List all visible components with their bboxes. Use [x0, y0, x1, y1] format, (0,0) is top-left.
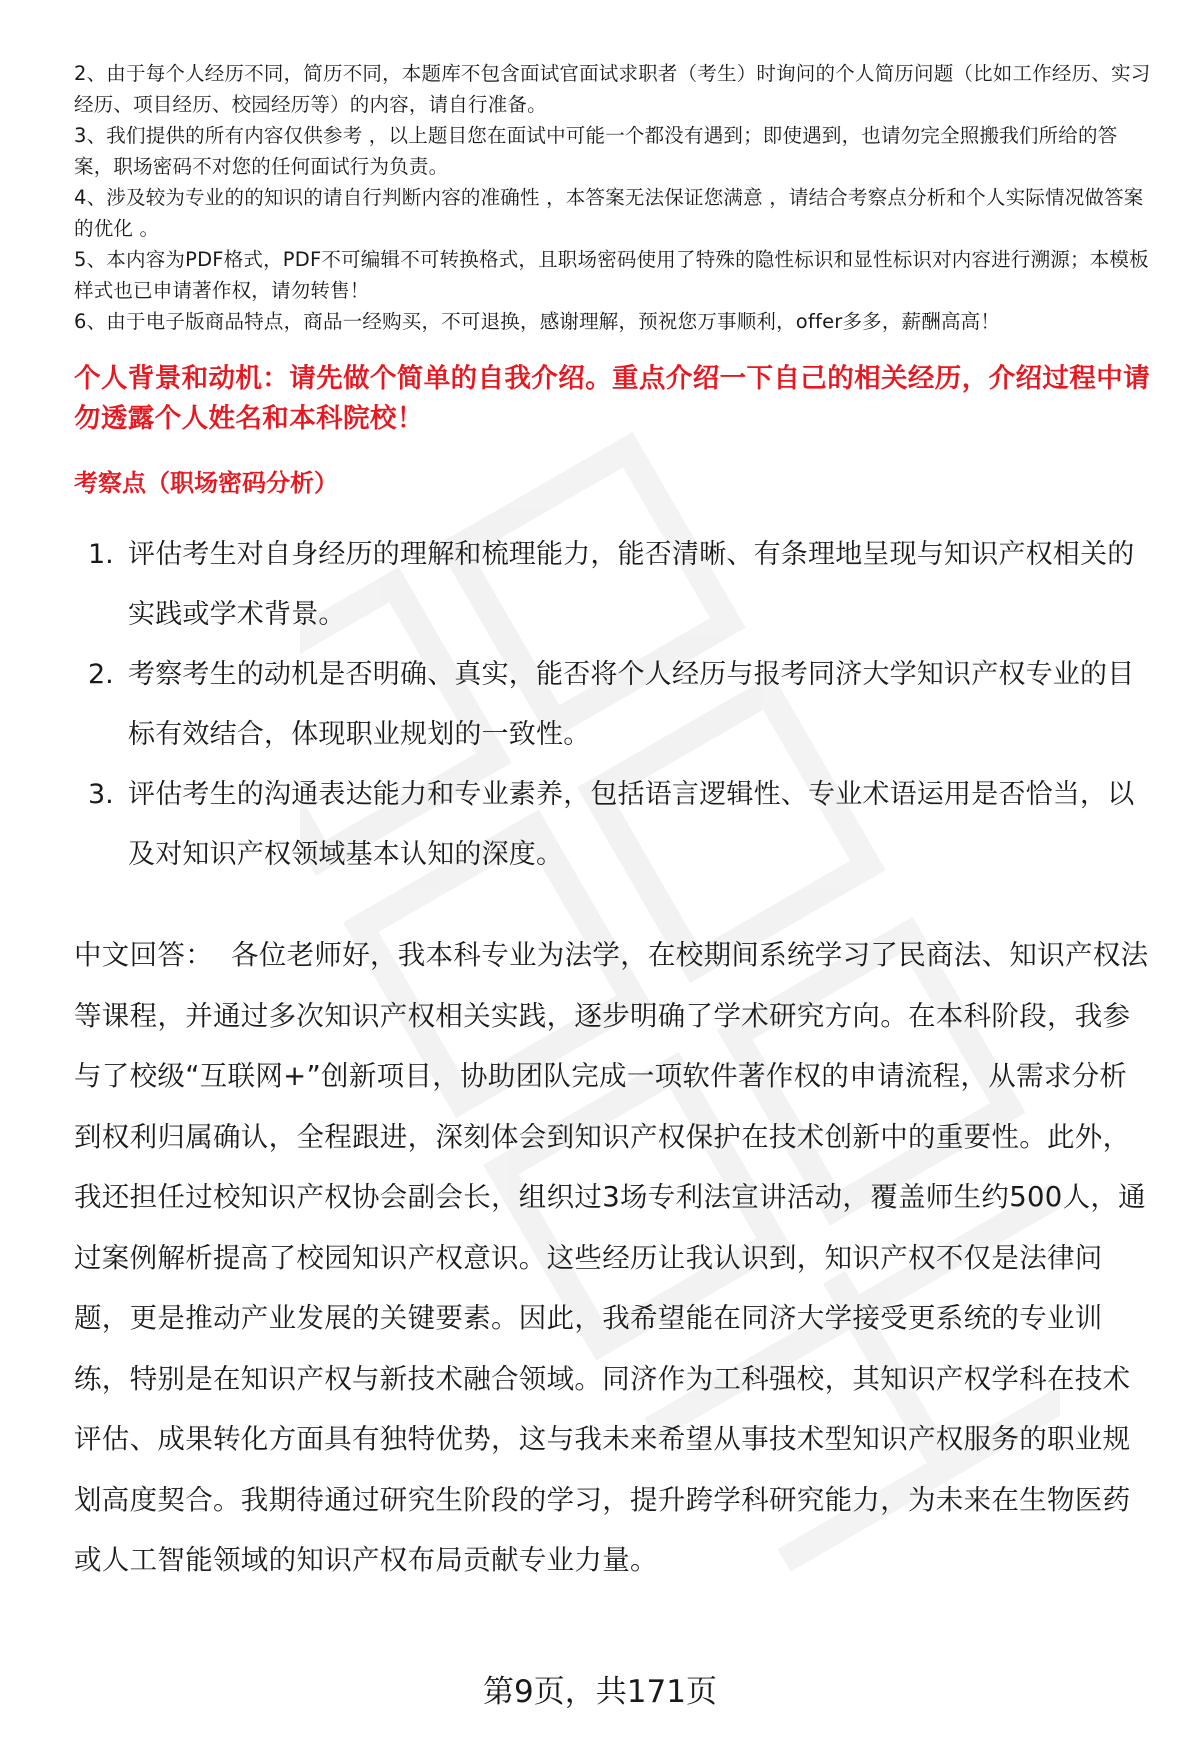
note-item: 3、我们提供的所有内容仅供参考 ，以上题目您在面试中可能一个都没有遇到；即使遇到，也请勿完全照搬我们所给的答案，职场密码不对您的任何面试行为负责。 — [74, 124, 1118, 178]
answer-paragraph — [74, 925, 1154, 1591]
list-item-text: 考察考生的动机是否明确、真实，能否将个人经历与报考同济大学知识产权专业的目标有效结合，体现职业规划的一致性。 — [128, 659, 1135, 750]
answer-label: 中文回答： — [74, 939, 213, 971]
page-footer: 第9页，共171页 — [483, 1674, 717, 1710]
answer-text: 各位老师好，我本科专业为法学，在校期间系统学习了民商法、知识产权法等课程，并通过多次知识产权相关实践，逐步明确了学术研究方向。在本科阶段，我参与了校级“互联网+”创新项目，协助团队完成一项软件著作权的申请流程，从需求分析到权利归属确认，全程跟进，深刻体会到知识产权保护在技术创新中的重要性。此外，我还担任过校知识产权协会副会长，组织过3场专利法宣讲活动，覆盖师生约500人，通过案例解析提高了校园知识产权意识。这些经历让我认识到，知识产权不仅是法律问题，更是推动产业发展的关键要素。因此，我希望能在同济大学接受更系统的专业训练，特别是在知识产权与新技术融合领域。同济作为工科强校，其知识产权学科在技术评估、成果转化方面具有独特优势，这与我未来希望从事技术型知识产权服务的职业规划高度契合。我期待通过研究生阶段的学习，提升跨学科研究能力，为未来在生物医药或人工智能领域的知识产权布局贡献专业力量。 — [74, 939, 1149, 1576]
list-item — [74, 765, 1154, 885]
note-item: 4、涉及较为专业的的知识的请自行判断内容的准确性 ，本答案无法保证您满意 ，请结合考察点分析和个人实际情况做答案的优化 。 — [74, 186, 1144, 240]
list-item-number: 1. — [88, 539, 114, 570]
assessment-points-title: 考察点（职场密码分析） — [74, 469, 338, 497]
list-item-number: 3. — [88, 779, 114, 810]
list-item-text: 评估考生的沟通表达能力和专业素养，包括语言逻辑性、专业术语运用是否恰当，以及对知识产权领域基本认知的深度。 — [128, 779, 1135, 870]
note-item: 5、本内容为PDF格式，PDF不可编辑不可转换格式，且职场密码使用了特殊的隐性标识和显性标识对内容进行溯源；本模板样式也已申请著作权，请勿转售！ — [74, 248, 1149, 302]
notes-section — [74, 58, 1154, 337]
note-item: 6、由于电子版商品特点，商品一经购买，不可退换，感谢理解，预祝您万事顺利，offer多多，薪酬高高！ — [74, 310, 1001, 333]
note-item: 2、由于每个人经历不同，简历不同，本题库不包含面试官面试求职者（考生）时询问的个人简历问题（比如工作经历、实习经历、项目经历、校园经历等）的内容，请自行准备。 — [74, 62, 1151, 116]
list-item — [74, 645, 1154, 765]
question-heading: 个人背景和动机：请先做个简单的自我介绍。重点介绍一下自己的相关经历，介绍过程中请勿透露个人姓名和本科院校！ — [74, 363, 1150, 434]
document-page — [74, 58, 1154, 1591]
list-item-text: 评估考生对自身经历的理解和梳理能力，能否清晰、有条理地呈现与知识产权相关的实践或学术背景。 — [128, 539, 1135, 630]
list-item-number: 2. — [88, 659, 114, 690]
list-item — [74, 525, 1154, 645]
assessment-points-list — [74, 525, 1154, 885]
